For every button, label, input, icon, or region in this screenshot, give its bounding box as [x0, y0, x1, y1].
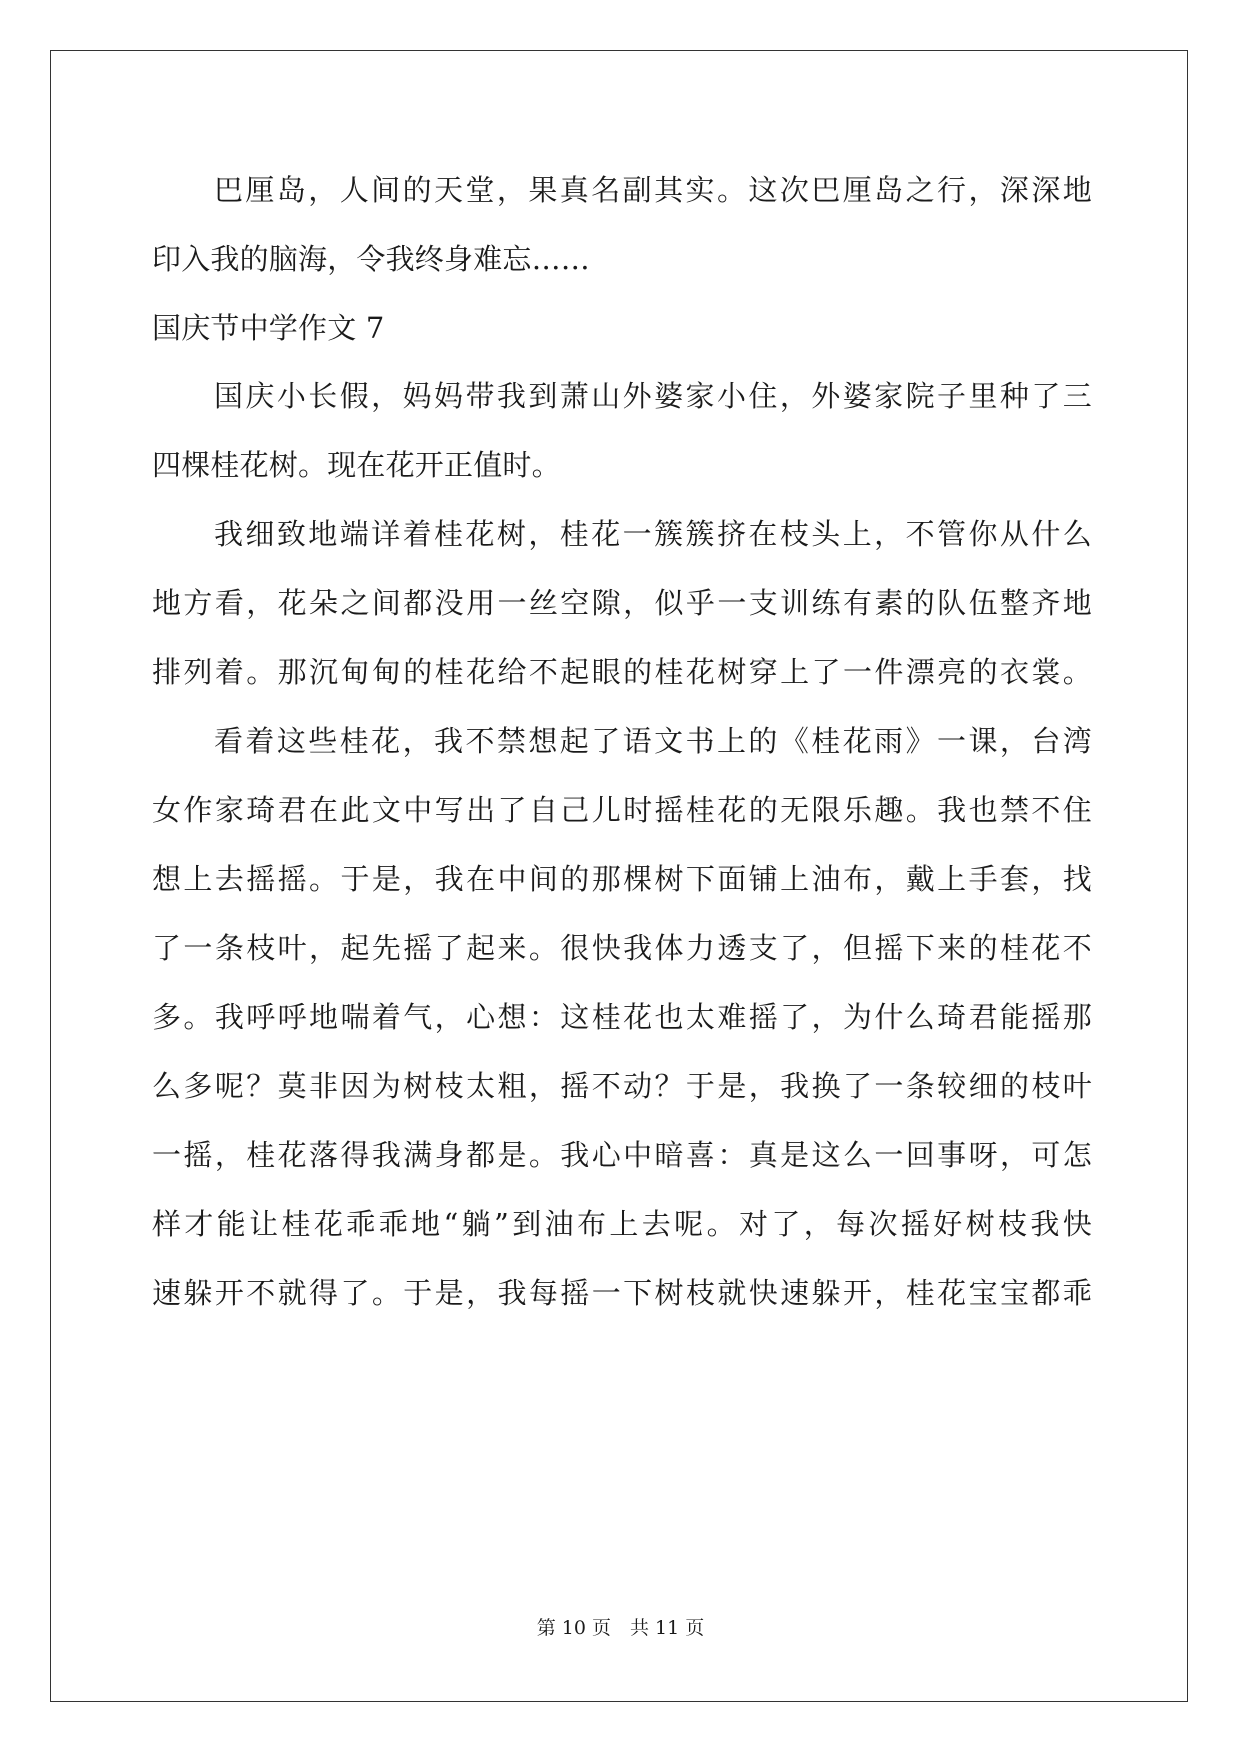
paragraph-line: 我细致地端详着桂花树，桂花一簇簇挤在枝头上，不管你从什么: [214, 517, 1092, 551]
paragraph-line: 排列着。那沉甸甸的桂花给不起眼的桂花树穿上了一件漂亮的衣裳。: [152, 655, 1092, 689]
paragraph-line: 地方看，花朵之间都没用一丝空隙，似乎一支训练有素的队伍整齐地: [152, 586, 1092, 620]
page-number-label: 第 10 页 共 11 页: [536, 1617, 705, 1639]
paragraph-line: 巴厘岛，人间的天堂，果真名副其实。这次巴厘岛之行，深深地: [214, 173, 1092, 207]
paragraph-line: 了一条枝叶，起先摇了起来。很快我体力透支了，但摇下来的桂花不: [152, 931, 1092, 965]
paragraph-line: 速躲开不就得了。于是，我每摇一下树枝就快速躲开，桂花宝宝都乖: [152, 1276, 1092, 1310]
paragraph-line: 国庆小长假，妈妈带我到萧山外婆家小住，外婆家院子里种了三: [214, 379, 1092, 413]
paragraph-line: 一摇，桂花落得我满身都是。我心中暗喜：真是这么一回事呀，可怎: [152, 1138, 1092, 1172]
paragraph-line: 印入我的脑海，令我终身难忘……: [152, 242, 591, 276]
paragraph-line: 想上去摇摇。于是，我在中间的那棵树下面铺上油布，戴上手套，找: [152, 862, 1092, 896]
paragraph-line: 四棵桂花树。现在花开正值时。: [152, 448, 561, 482]
page-footer: [0, 1616, 1241, 1640]
section-heading: 国庆节中学作文 7: [152, 311, 385, 345]
paragraph-line: 看着这些桂花，我不禁想起了语文书上的《桂花雨》一课，台湾: [214, 724, 1092, 758]
paragraph-line: 样才能让桂花乖乖地“躺”到油布上去呢。对了，每次摇好树枝我快: [152, 1207, 1092, 1241]
paragraph-line: 么多呢？莫非因为树枝太粗，摇不动？于是，我换了一条较细的枝叶: [152, 1069, 1092, 1103]
paragraph-line: 女作家琦君在此文中写出了自己儿时摇桂花的无限乐趣。我也禁不住: [152, 793, 1092, 827]
paragraph-line: 多。我呼呼地喘着气，心想：这桂花也太难摇了，为什么琦君能摇那: [152, 1000, 1092, 1034]
